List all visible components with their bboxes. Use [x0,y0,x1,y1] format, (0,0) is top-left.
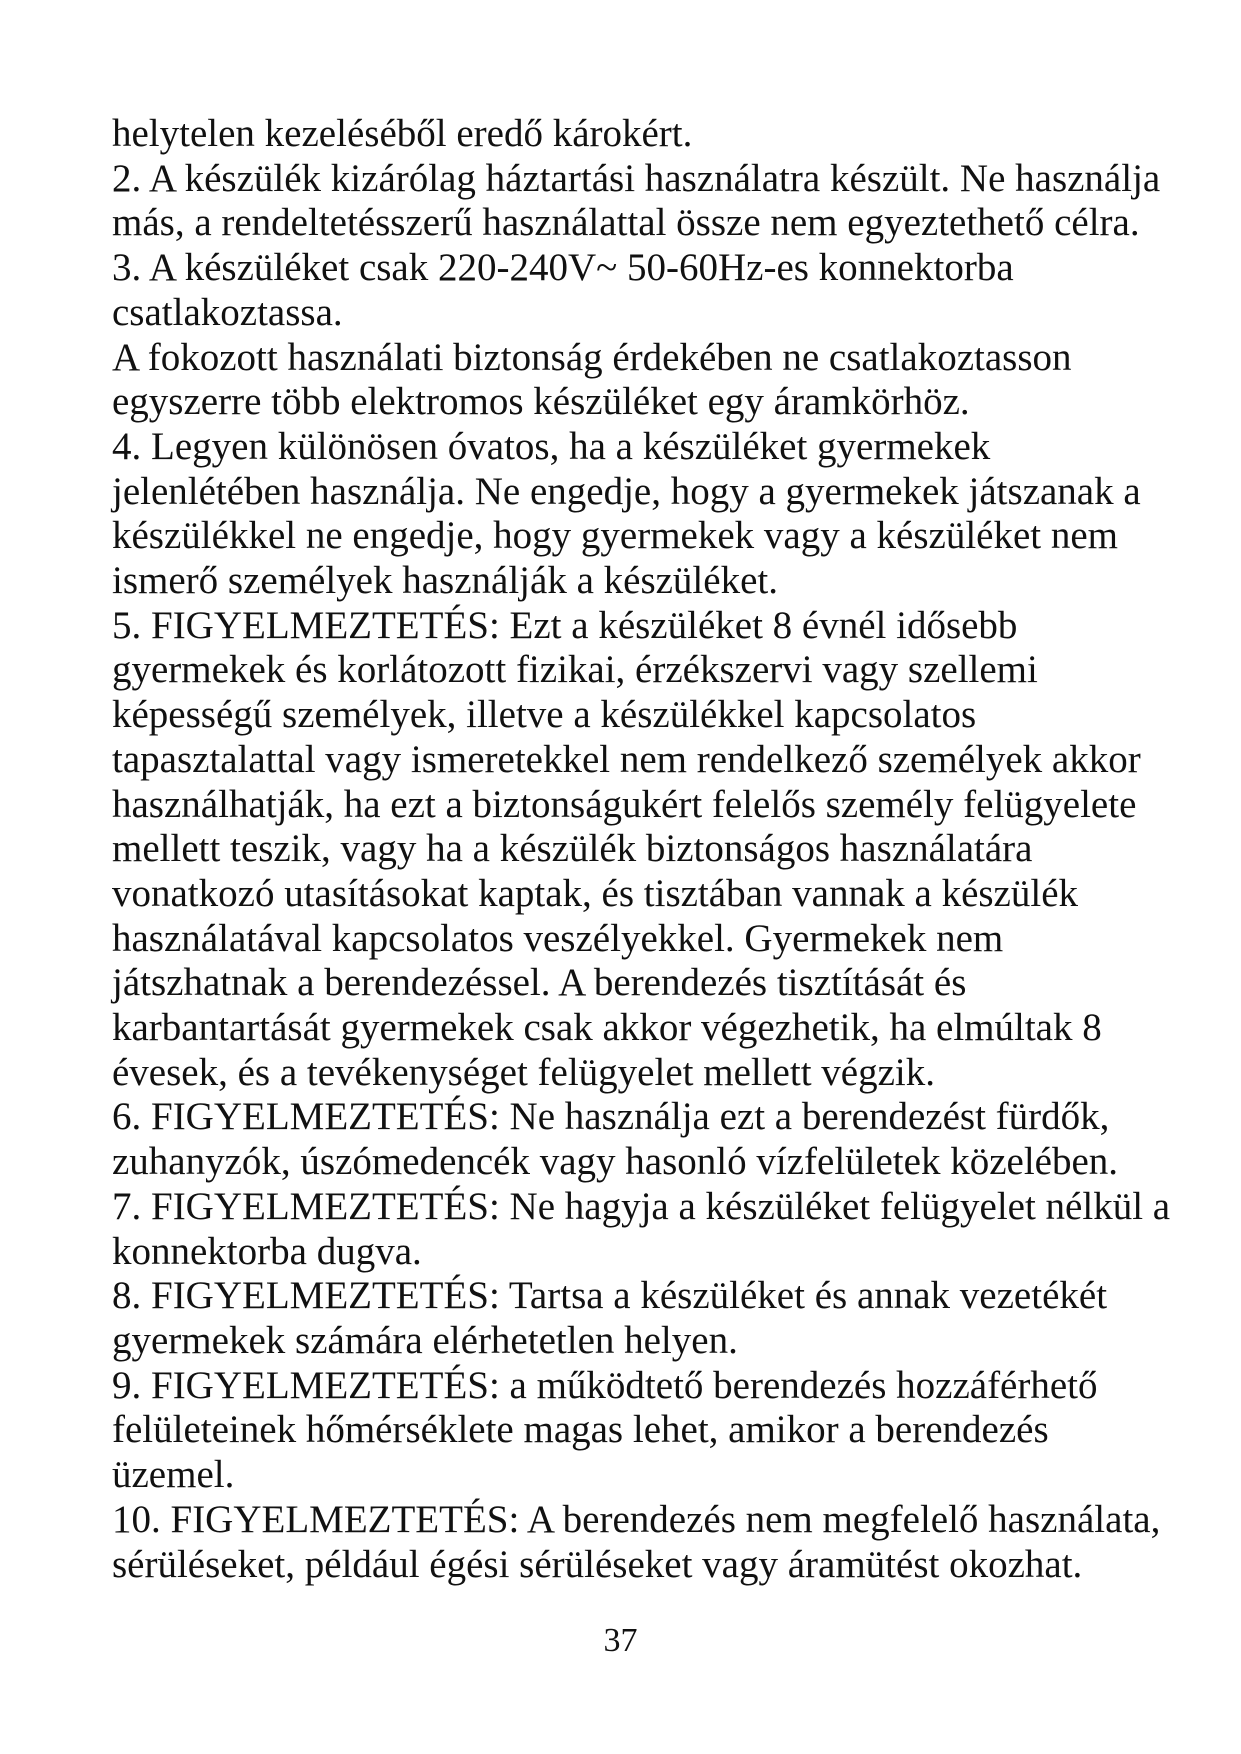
text-line: 6. FIGYELMEZTETÉS: Ne használja ezt a berendezést fürdők, [112,1095,1110,1139]
text-line: 4. Legyen különösen óvatos, ha a készüléket gyermekek [112,424,991,468]
text-line: felületeinek hőmérséklete magas lehet, amikor a berendezés [112,1408,1049,1452]
page-number: 37 [603,1622,638,1659]
text-line: 8. FIGYELMEZTETÉS: Tartsa a készüléket és annak vezetékét [112,1274,1108,1318]
text-line: jelenlétében használja. Ne engedje, hogy a gyermekek játszanak a [112,469,1141,513]
text-line: karbantartását gyermekek csak akkor végezhetik, ha elmúltak 8 [112,1006,1102,1050]
text-line: zuhanyzók, úszómedencék vagy hasonló vízfelületek közelében. [112,1140,1119,1184]
text-line: csatlakoztassa. [112,290,343,334]
text-line: üzemel. [112,1453,235,1497]
text-line: ismerő személyek használják a készüléket. [112,559,778,603]
text-line: készülékkel ne engedje, hogy gyermekek vagy a készüléket nem [112,514,1119,558]
text-line: 5. FIGYELMEZTETÉS: Ezt a készüléket 8 évnél idősebb [112,603,1018,647]
text-line: konnektorba dugva. [112,1229,422,1273]
text-line: használhatják, ha ezt a biztonságukért felelős személy felügyelete [112,782,1137,826]
text-line: helytelen kezeléséből eredő károkért. [112,112,693,155]
text-line: más, a rendeltetésszerű használattal össze nem egyeztethető célra. [112,201,1140,245]
text-line: 10. FIGYELMEZTETÉS: A berendezés nem megfelelő használata, [112,1497,1161,1541]
text-line: gyermekek és korlátozott fizikai, érzékszervi vagy szellemi [112,648,1038,692]
text-line: gyermekek számára elérhetetlen helyen. [112,1318,738,1362]
text-line: 3. A készüléket csak 220-240V~ 50-60Hz-es konnektorba [112,246,1014,290]
text-line: 7. FIGYELMEZTETÉS: Ne hagyja a készüléket felügyelet nélkül a [112,1184,1171,1228]
text-line: játszhatnak a berendezéssel. A berendezés tisztítását és [112,961,967,1005]
text-line: egyszerre több elektromos készüléket egy áramkörhöz. [112,380,970,424]
text-line: 9. FIGYELMEZTETÉS: a működtető berendezés hozzáférhető [112,1363,1098,1407]
text-line: vonatkozó utasításokat kaptak, és tisztában vannak a készülék [112,871,1079,915]
text-line: évesek, és a tevékenységet felügyelet mellett végzik. [112,1050,935,1094]
text-line: használatával kapcsolatos veszélyekkel. Gyermekek nem [112,916,1004,960]
text-line: 2. A készülék kizárólag háztartási használatra készült. Ne használja [112,156,1161,200]
text-line: képességű személyek, illetve a készülékkel kapcsolatos [112,693,977,737]
text-line: mellett teszik, vagy ha a készülék biztonságos használatára [112,827,1033,871]
text-line: A fokozott használati biztonság érdekében ne csatlakoztasson [112,335,1072,379]
text-line: tapasztalattal vagy ismeretekkel nem rendelkező személyek akkor [112,737,1141,781]
text-line: sérüléseket, például égési sérüléseket vagy áramütést okozhat. [112,1542,1083,1586]
body-text [112,112,1192,1587]
